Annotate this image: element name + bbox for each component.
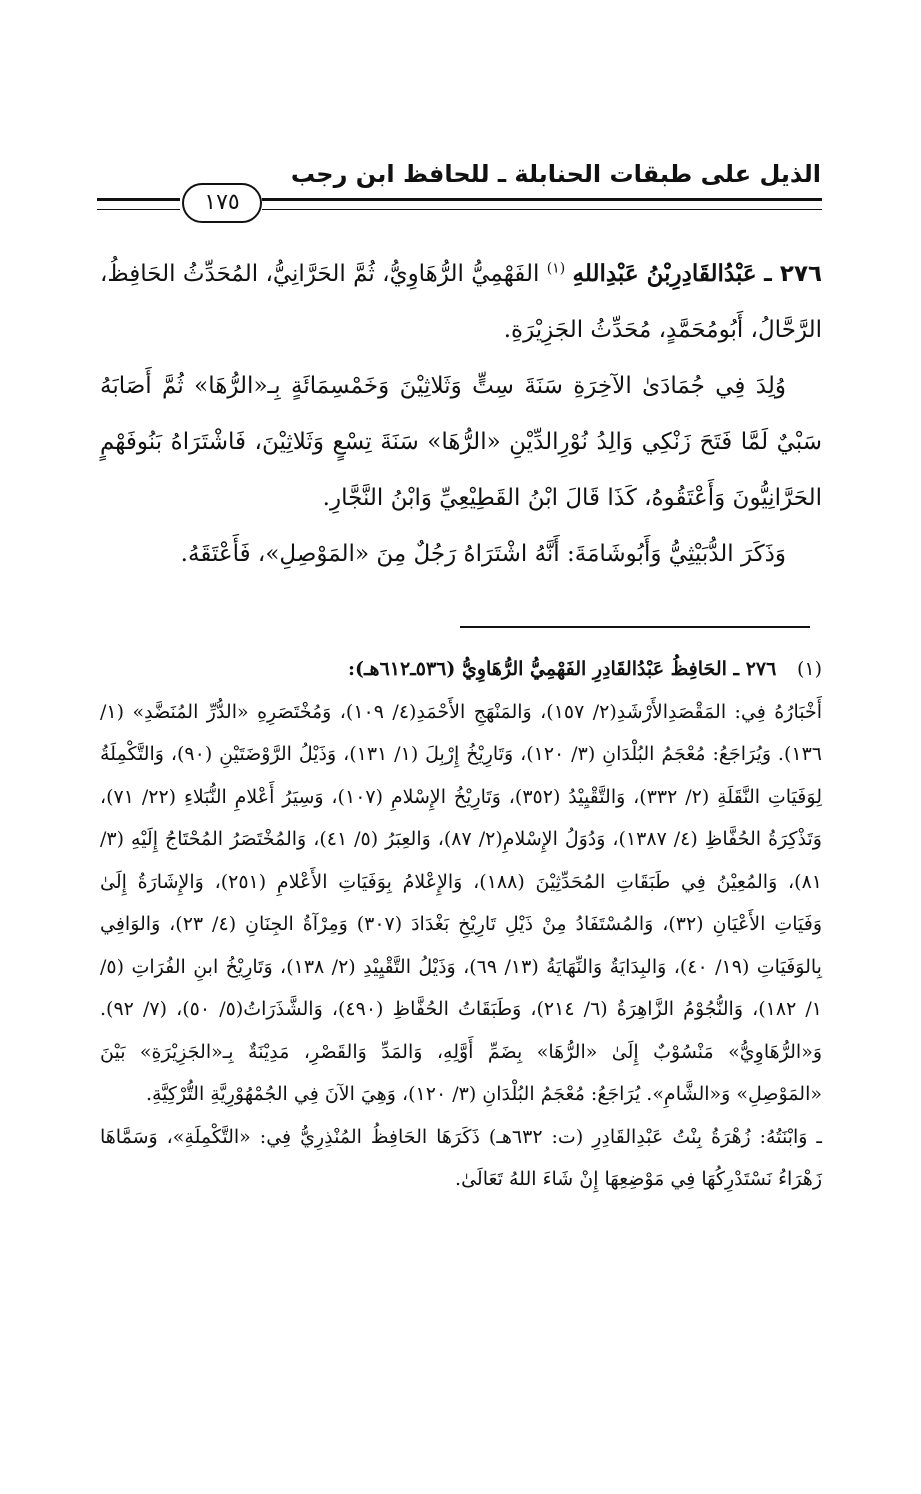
footnote-reference[interactable]: (١) xyxy=(546,260,566,277)
footnote-body: أَخْبَارُهُ فِي: المَقْصَدِالأَرْشَدِ(٢/ ١٥٧)، وَالمَنْهَجِ الأَحْمَدِ(٤/ ١٠٩)، وَمُخْتَصَرِهِ «الدُّرِّ المُنَضَّدِ» (١/ ١٣٦). وَيُرَاجَعُ: مُعْجَمُ البُلْدَانِ (٣/ ١٢٠)، وَتَارِيْخُ إِرْبِلَ (١/ ١٣١)، وَذَيْلُ الرَّوْضَتَيْنِ (٩٠)، وَالتَّكْمِلَةُ لِوَفَيَاتِ النَّقَلَةِ (٢/ ٣٣٢)، وَالتَّقْيِيْدُ (٣٥٢)، وَتَارِيْخُ الإِسْلامِ (١٠٧)، وَسِيَرُ أَعْلامِ النُّبَلاءِ (٢٢/ ٧١)، وَتَذْكِرَةُ الحُفَّاظِ (٤/ ١٣٨٧)، وَدُوَلُ الإِسْلامِ(٢/ ٨٧)، وَالعِبَرُ (٥/ ٤١)، وَالمُخْتَصَرُ المُحْتَاجُ إِلَيْهِ (٣/ ٨١)، وَالمُعِيْنُ فِي طَبَقَاتِ المُحَدِّثِيْنَ (١٨٨)، وَالإِعْلامُ بِوَفَيَاتِ الأَعْلامِ (٢٥١)، وَالإِشَارَةُ إِلَىٰ وَفَيَاتِ الأَعْيَانِ (٣٢)، وَالمُسْتَفَادُ مِنْ ذَيْلِ تَارِيْخِ بَغْدَادَ (٣٠٧) وَمِرْآةُ الجِنَانِ (٤/ ٢٣)، وَالوَافِي بِالوَفَيَاتِ (١٩/ ٤٠)، وَالبِدَايَةُ وَالنِّهَايَةُ (١٣/ ٦٩)، وَذَيْلُ التَّقْيِيْدِ (٢/ ١٣٨)، وَتَارِيْخُ ابنِ الفُرَاتِ (٥/ ١/ ١٨٢)، وَالنُّجُوْمُ الزَّاهِرَةُ (٦/ ٢١٤)، وَطَبَقَاتُ الحُفَّاظِ (٤٩٠)، وَالشَّذَرَاتُ(٥/ ٥٠)، (٧/ ٩٢). وَ«الرُّهَاوِيُّ» مَنْسُوْبٌ إِلَىٰ «الرُّهَا» بِضَمِّ أَوَّلِهِ، وَالمَدِّ وَالقَصْرِ، مَدِيْنَةٌ بِـ«الجَزِيْرَةِ» بَيْنَ «المَوْصِلِ» وَ«الشَّامِ». يُرَاجَعُ: مُعْجَمُ البُلْدَانِ (٣/ ١٢٠)، وَهِيَ الآنَ فِي الجُمْهُوْرِيَّةِ التُّرْكِيَّةِ. xyxy=(100,700,823,1105)
entry-body xyxy=(100,246,822,582)
footnote-mark: (١) xyxy=(796,658,822,680)
header-rule-right xyxy=(262,198,822,210)
entry-paragraph-3: وَذَكَرَ الدُّبَيْثِيُّ وَأَبُوشَامَةَ: أَنَّهُ اشْتَرَاهُ رَجُلٌ مِنَ «المَوْصِلِ»، فَأَعْتَقَهُ. xyxy=(180,541,786,567)
entry-paragraph-2: وُلِدَ فِي جُمَادَىٰ الآخِرَةِ سَنَةَ سِتٍّ وَثَلاثِيْنَ وَخَمْسِمَائَةٍ بِـ«الرُّهَا» ثُمَّ أَصَابَهُ سَبْيٌ لَمَّا فَتَحَ زَنْكِي وَالِدُ نُوْرِالدِّيْنِ «الرُّهَا» سَنَةَ تِسْعٍ وَثَلاثِيْنَ، فَاشْتَرَاهُ بَنُوفَهْمٍ الحَرَّانِيُّونَ وَأَعْتَقُوهُ، كَذَا قَالَ ابْنُ القَطِيْعِيِّ وَابْنُ النَّجَّارِ. xyxy=(100,373,822,511)
entry-number: ٢٧٦ ـ xyxy=(764,261,823,287)
entry-name: عَبْدُالقَادِرِبْنُ عَبْدِاللهِ xyxy=(572,260,757,287)
footnote-separator xyxy=(460,626,810,628)
footnotes xyxy=(100,648,822,1201)
page-number: ١٧٥ xyxy=(182,183,262,223)
footnote-title: ٢٧٦ ـ الحَافِظُ عَبْدُالقَادِرِ الفَهْمِيُّ الرُّهَاوِيُّ (٥٣٦ـ٦١٢هـ): xyxy=(347,658,777,680)
footnote-extra: ـ وَابْنَتُهُ: زُهْرَةُ بِنْتُ عَبْدِالقَادِرِ (ت: ٦٣٢هـ) ذَكَرَهَا الحَافِظُ المُنْذِرِيُّ فِي: «التَّكْمِلَةِ»، وَسَمَّاهَا زَهْرَاءُ نَسْتَدْرِكُهَا فِي مَوْضِعِهَا إِنْ شَاءَ اللهُ تَعَالَىٰ. xyxy=(100,1125,823,1190)
footnote-heading xyxy=(100,648,822,691)
entry-paragraph-1 xyxy=(100,246,822,358)
entry-line-1: الفَهْمِيُّ الرُّهَاوِيُّ، ثُمَّ الحَرَّانِيُّ، المُحَدِّثُ الحَافِظُ، الرَّحَّالُ، أَبُومُحَمَّدٍ، مُحَدِّثُ الجَزِيْرَةِ. xyxy=(100,261,822,343)
header-rule-left xyxy=(97,198,180,210)
running-title: الذيل على طبقات الحنابلة ـ للحافظ ابن رجب xyxy=(290,160,821,188)
